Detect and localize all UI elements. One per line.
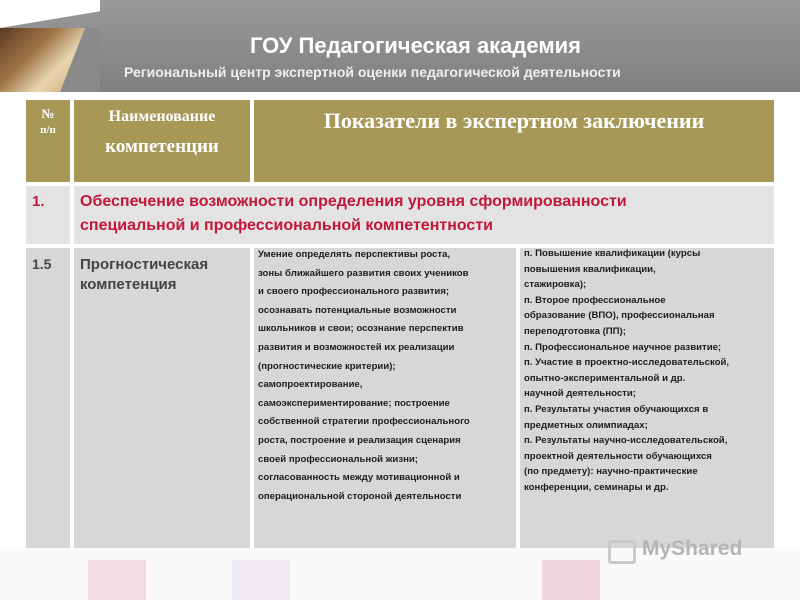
row-indicators-cell: [518, 246, 776, 562]
header-name-cell: [72, 98, 252, 184]
floor-tile: [88, 560, 146, 600]
section-title-line1: Обеспечение возможности определения уровня сформированности: [80, 193, 627, 210]
row-num: 1.5: [32, 256, 52, 272]
description-line: развития и возможностей их реализации: [258, 341, 455, 353]
description-line: зоны ближайшего развития своих учеников: [258, 267, 469, 279]
description-line: школьников и свои; осознание перспектив: [258, 323, 464, 335]
section-title-line2: специальной и профессиональной компетентности: [80, 217, 493, 234]
indicator-line: п. Второе профессиональное: [524, 294, 666, 306]
header-num-sub: п/п: [40, 124, 56, 136]
header-name-line1: Наименование: [108, 108, 216, 125]
header-band: [0, 0, 800, 92]
row-desc-cell: [252, 246, 518, 562]
indicator-line: проектной деятельности обучающихся: [524, 450, 712, 462]
indicator-line: п. Результаты участия обучающихся в: [524, 403, 709, 415]
indicator-line: повышения квалификации,: [524, 263, 656, 275]
header-indicators-label: Показатели в экспертном заключении: [323, 108, 705, 133]
header-corner: [0, 0, 100, 28]
row-name-line1: Прогностическая: [80, 256, 209, 273]
indicator-line: п. Результаты научно-исследовательской,: [524, 435, 728, 447]
indicator-line: стажировка);: [524, 279, 587, 291]
description-line: (прогностические критерии);: [258, 360, 396, 372]
description-line: согласованность между мотивационной и: [258, 472, 460, 484]
description-line: роста, построение и реализация сценария: [258, 434, 461, 446]
description-line: осознавать потенциальные возможности: [258, 304, 457, 316]
header-num-cell: [24, 98, 72, 184]
page-title: ГОУ Педагогическая академия: [250, 33, 581, 58]
books-photo: [0, 28, 100, 92]
row-indicators: [524, 246, 774, 496]
indicator-line: образование (ВПО), профессиональная: [524, 310, 715, 322]
section-num: 1.: [32, 193, 45, 210]
floor-tile: [542, 560, 600, 600]
row-name-line2: компетенция: [80, 276, 177, 293]
description-line: своей профессиональной жизни;: [258, 453, 418, 465]
description-line: самопроектирование,: [258, 379, 363, 391]
watermark-text: MyShared: [642, 537, 743, 560]
description-line: и своего профессионального развития;: [258, 286, 450, 298]
indicator-line: п. Повышение квалификации (курсы: [524, 248, 701, 259]
indicator-line: предметных олимпиадах;: [524, 419, 648, 431]
description-line: операциональной стороной деятельности: [258, 490, 462, 502]
indicator-line: конференции, семинары и др.: [524, 481, 669, 493]
description-line: собственной стратегии профессионального: [258, 416, 470, 428]
section-num-cell: [24, 184, 72, 246]
header-indicators-cell: [252, 98, 776, 184]
floor-tile: [232, 560, 290, 600]
description-line: самоэкспериментирование; построение: [258, 397, 450, 409]
row-description: [258, 246, 516, 506]
watermark-icon: [608, 540, 636, 564]
header-name-line2: компетенции: [105, 136, 219, 157]
row-num-cell: [24, 246, 72, 562]
indicator-line: научной деятельности;: [524, 388, 636, 400]
page-subtitle: Региональный центр экспертной оценки педагогической деятельности: [124, 64, 621, 80]
row-name-cell: [72, 246, 252, 562]
header-num-label: №: [41, 106, 55, 121]
indicator-line: опытно-экспериментальной и др.: [524, 372, 686, 384]
section-title-cell: [72, 184, 776, 246]
indicator-line: переподготовка (ПП);: [524, 325, 626, 337]
description-line: Умение определять перспективы роста,: [258, 249, 451, 260]
indicator-line: (по предмету): научно-практические: [524, 466, 698, 478]
indicator-line: п. Профессиональное научное развитие;: [524, 341, 722, 353]
indicator-line: п. Участие в проектно-исследовательской,: [524, 357, 730, 369]
